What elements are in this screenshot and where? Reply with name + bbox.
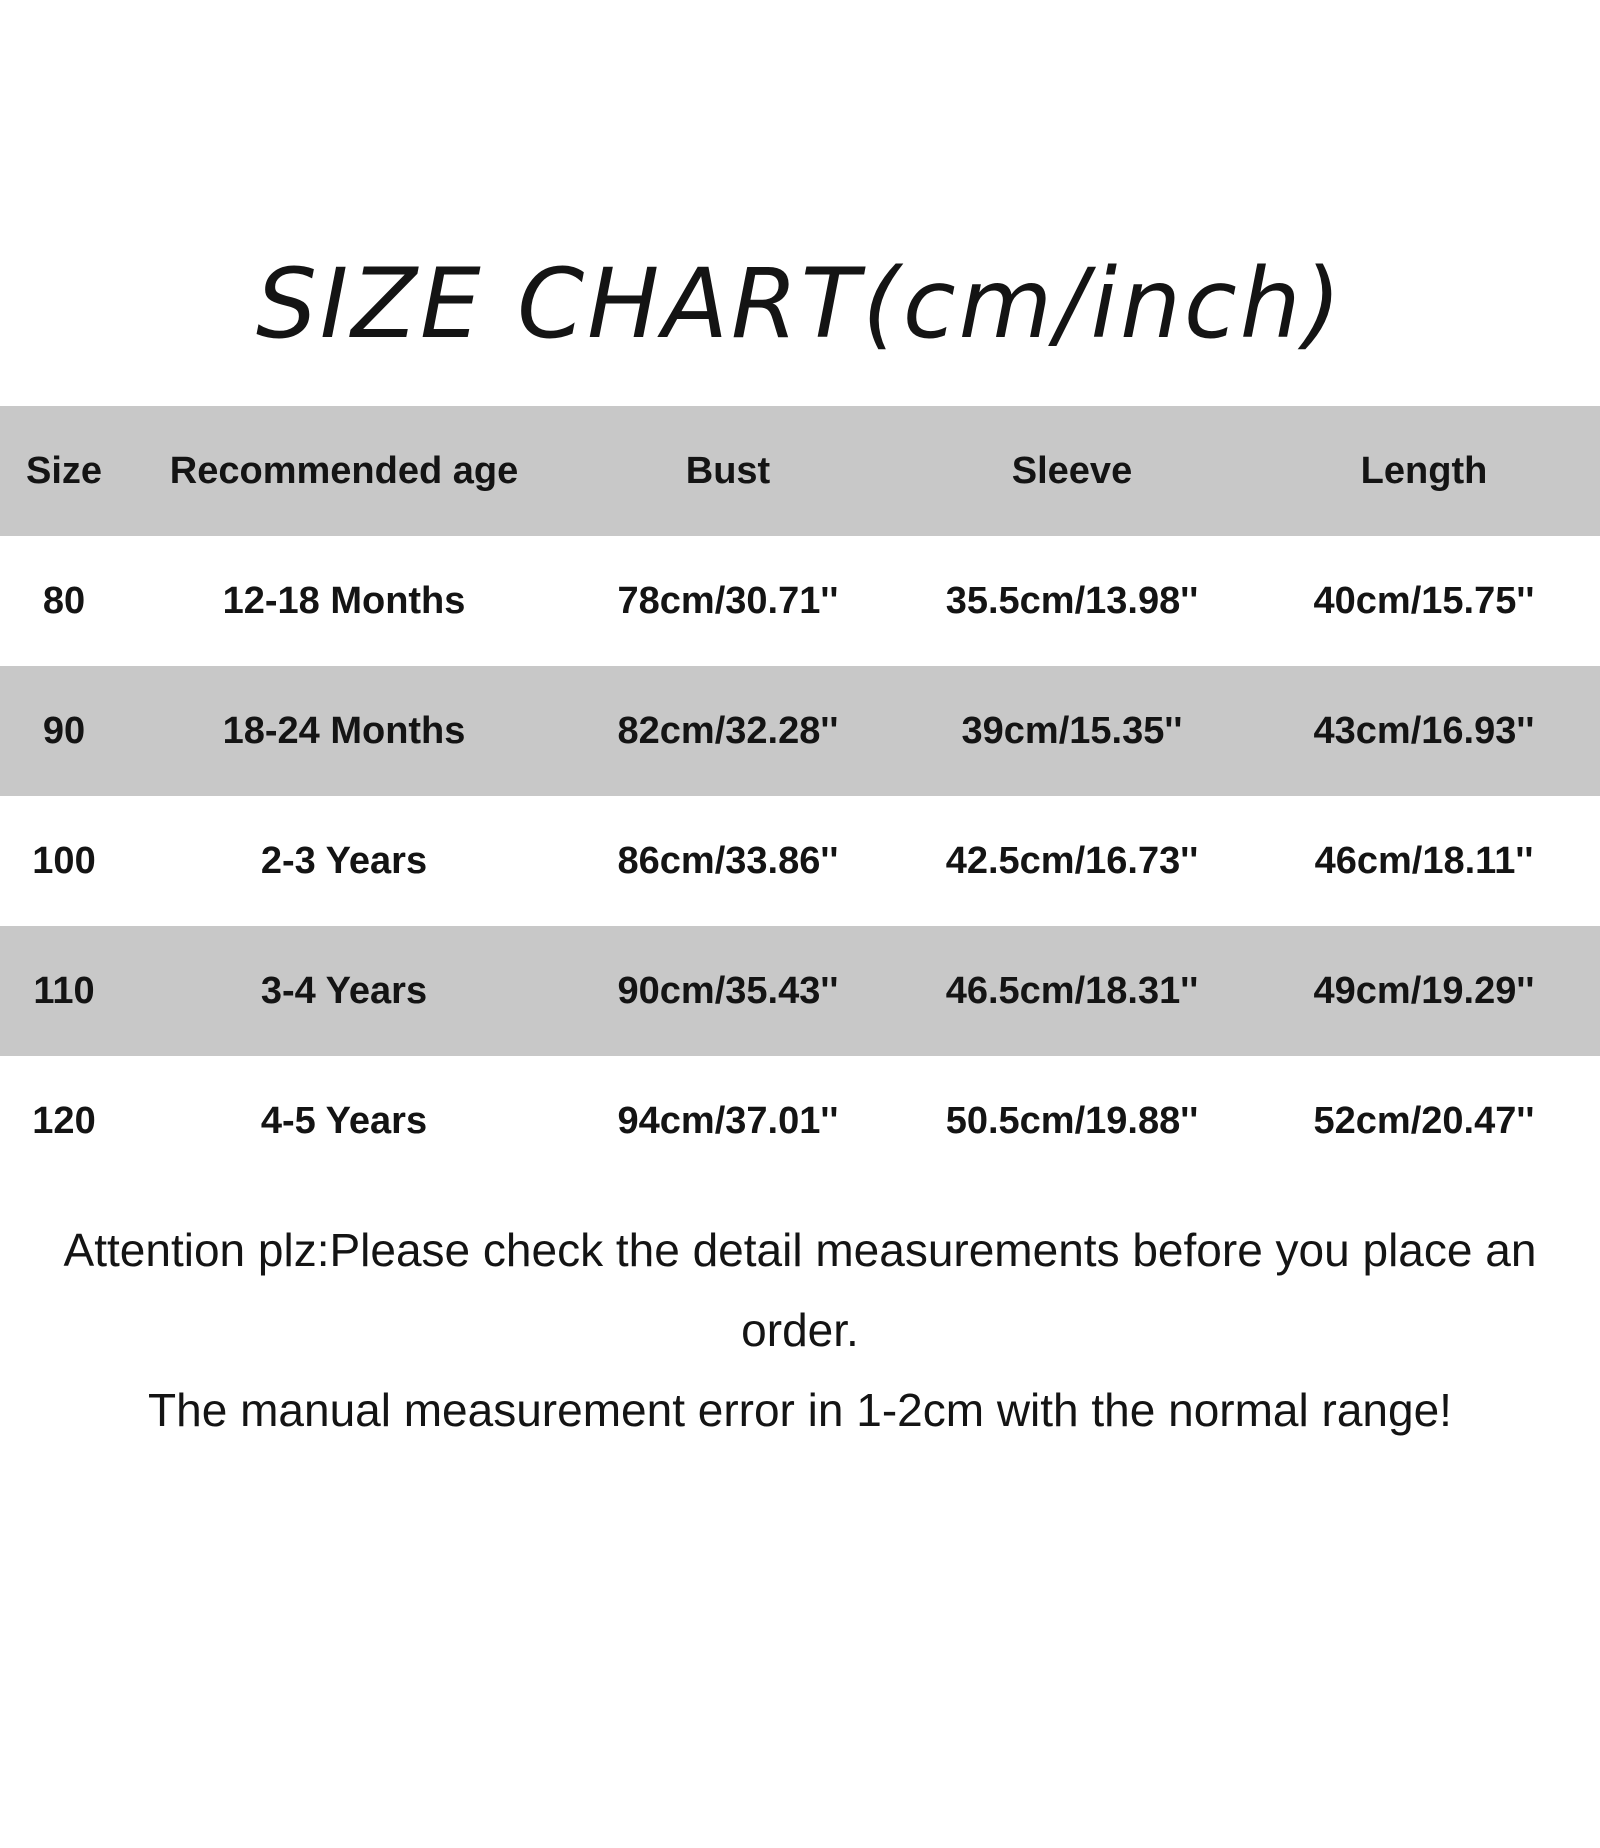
size-chart-table <box>0 406 1600 1186</box>
cell-sleeve: 42.5cm/16.73'' <box>945 839 1199 882</box>
cell-recommended-age: 3-4 Years <box>260 969 428 1012</box>
column-header-length: Length <box>1360 449 1488 492</box>
column-header-recommended-age: Recommended age <box>169 449 519 492</box>
cell-length: 52cm/20.47'' <box>1313 1099 1535 1142</box>
cell-size: 80 <box>42 579 86 622</box>
cell-length: 49cm/19.29'' <box>1313 969 1535 1012</box>
cell-length: 43cm/16.93'' <box>1313 709 1535 752</box>
cell-sleeve: 50.5cm/19.88'' <box>945 1099 1199 1142</box>
column-header-size: Size <box>25 449 103 492</box>
table-row <box>0 926 1600 1056</box>
cell-recommended-age: 12-18 Months <box>222 579 466 622</box>
cell-sleeve: 46.5cm/18.31'' <box>945 969 1199 1012</box>
cell-sleeve: 39cm/15.35'' <box>961 709 1183 752</box>
cell-bust: 78cm/30.71'' <box>617 579 839 622</box>
cell-length: 46cm/18.11'' <box>1314 839 1534 882</box>
cell-length: 40cm/15.75'' <box>1313 579 1535 622</box>
cell-size: 100 <box>32 839 96 882</box>
cell-size: 120 <box>32 1099 96 1142</box>
table-row <box>0 666 1600 796</box>
cell-recommended-age: 4-5 Years <box>260 1099 428 1142</box>
cell-sleeve: 35.5cm/13.98'' <box>945 579 1199 622</box>
table-row <box>0 1056 1600 1186</box>
cell-bust: 90cm/35.43'' <box>617 969 839 1012</box>
table-row <box>0 536 1600 666</box>
column-header-bust: Bust <box>685 449 771 492</box>
cell-size: 110 <box>33 969 95 1012</box>
cell-bust: 86cm/33.86'' <box>617 839 839 882</box>
page-title: SIZE CHART(cm/inch) <box>255 248 1345 360</box>
header-row <box>0 406 1600 536</box>
cell-recommended-age: 2-3 Years <box>260 839 428 882</box>
cell-bust: 82cm/32.28'' <box>617 709 839 752</box>
attention-note <box>0 1210 1600 1450</box>
cell-size: 90 <box>42 709 86 752</box>
cell-bust: 94cm/37.01'' <box>617 1099 839 1142</box>
table-row <box>0 796 1600 926</box>
column-header-sleeve: Sleeve <box>1011 449 1133 492</box>
cell-recommended-age: 18-24 Months <box>222 709 466 752</box>
attention-note-line2: The manual measurement error in 1-2cm with the normal range! <box>148 1384 1452 1436</box>
attention-note-line1: Attention plz:Please check the detail measurements before you place an order. <box>63 1224 1537 1356</box>
